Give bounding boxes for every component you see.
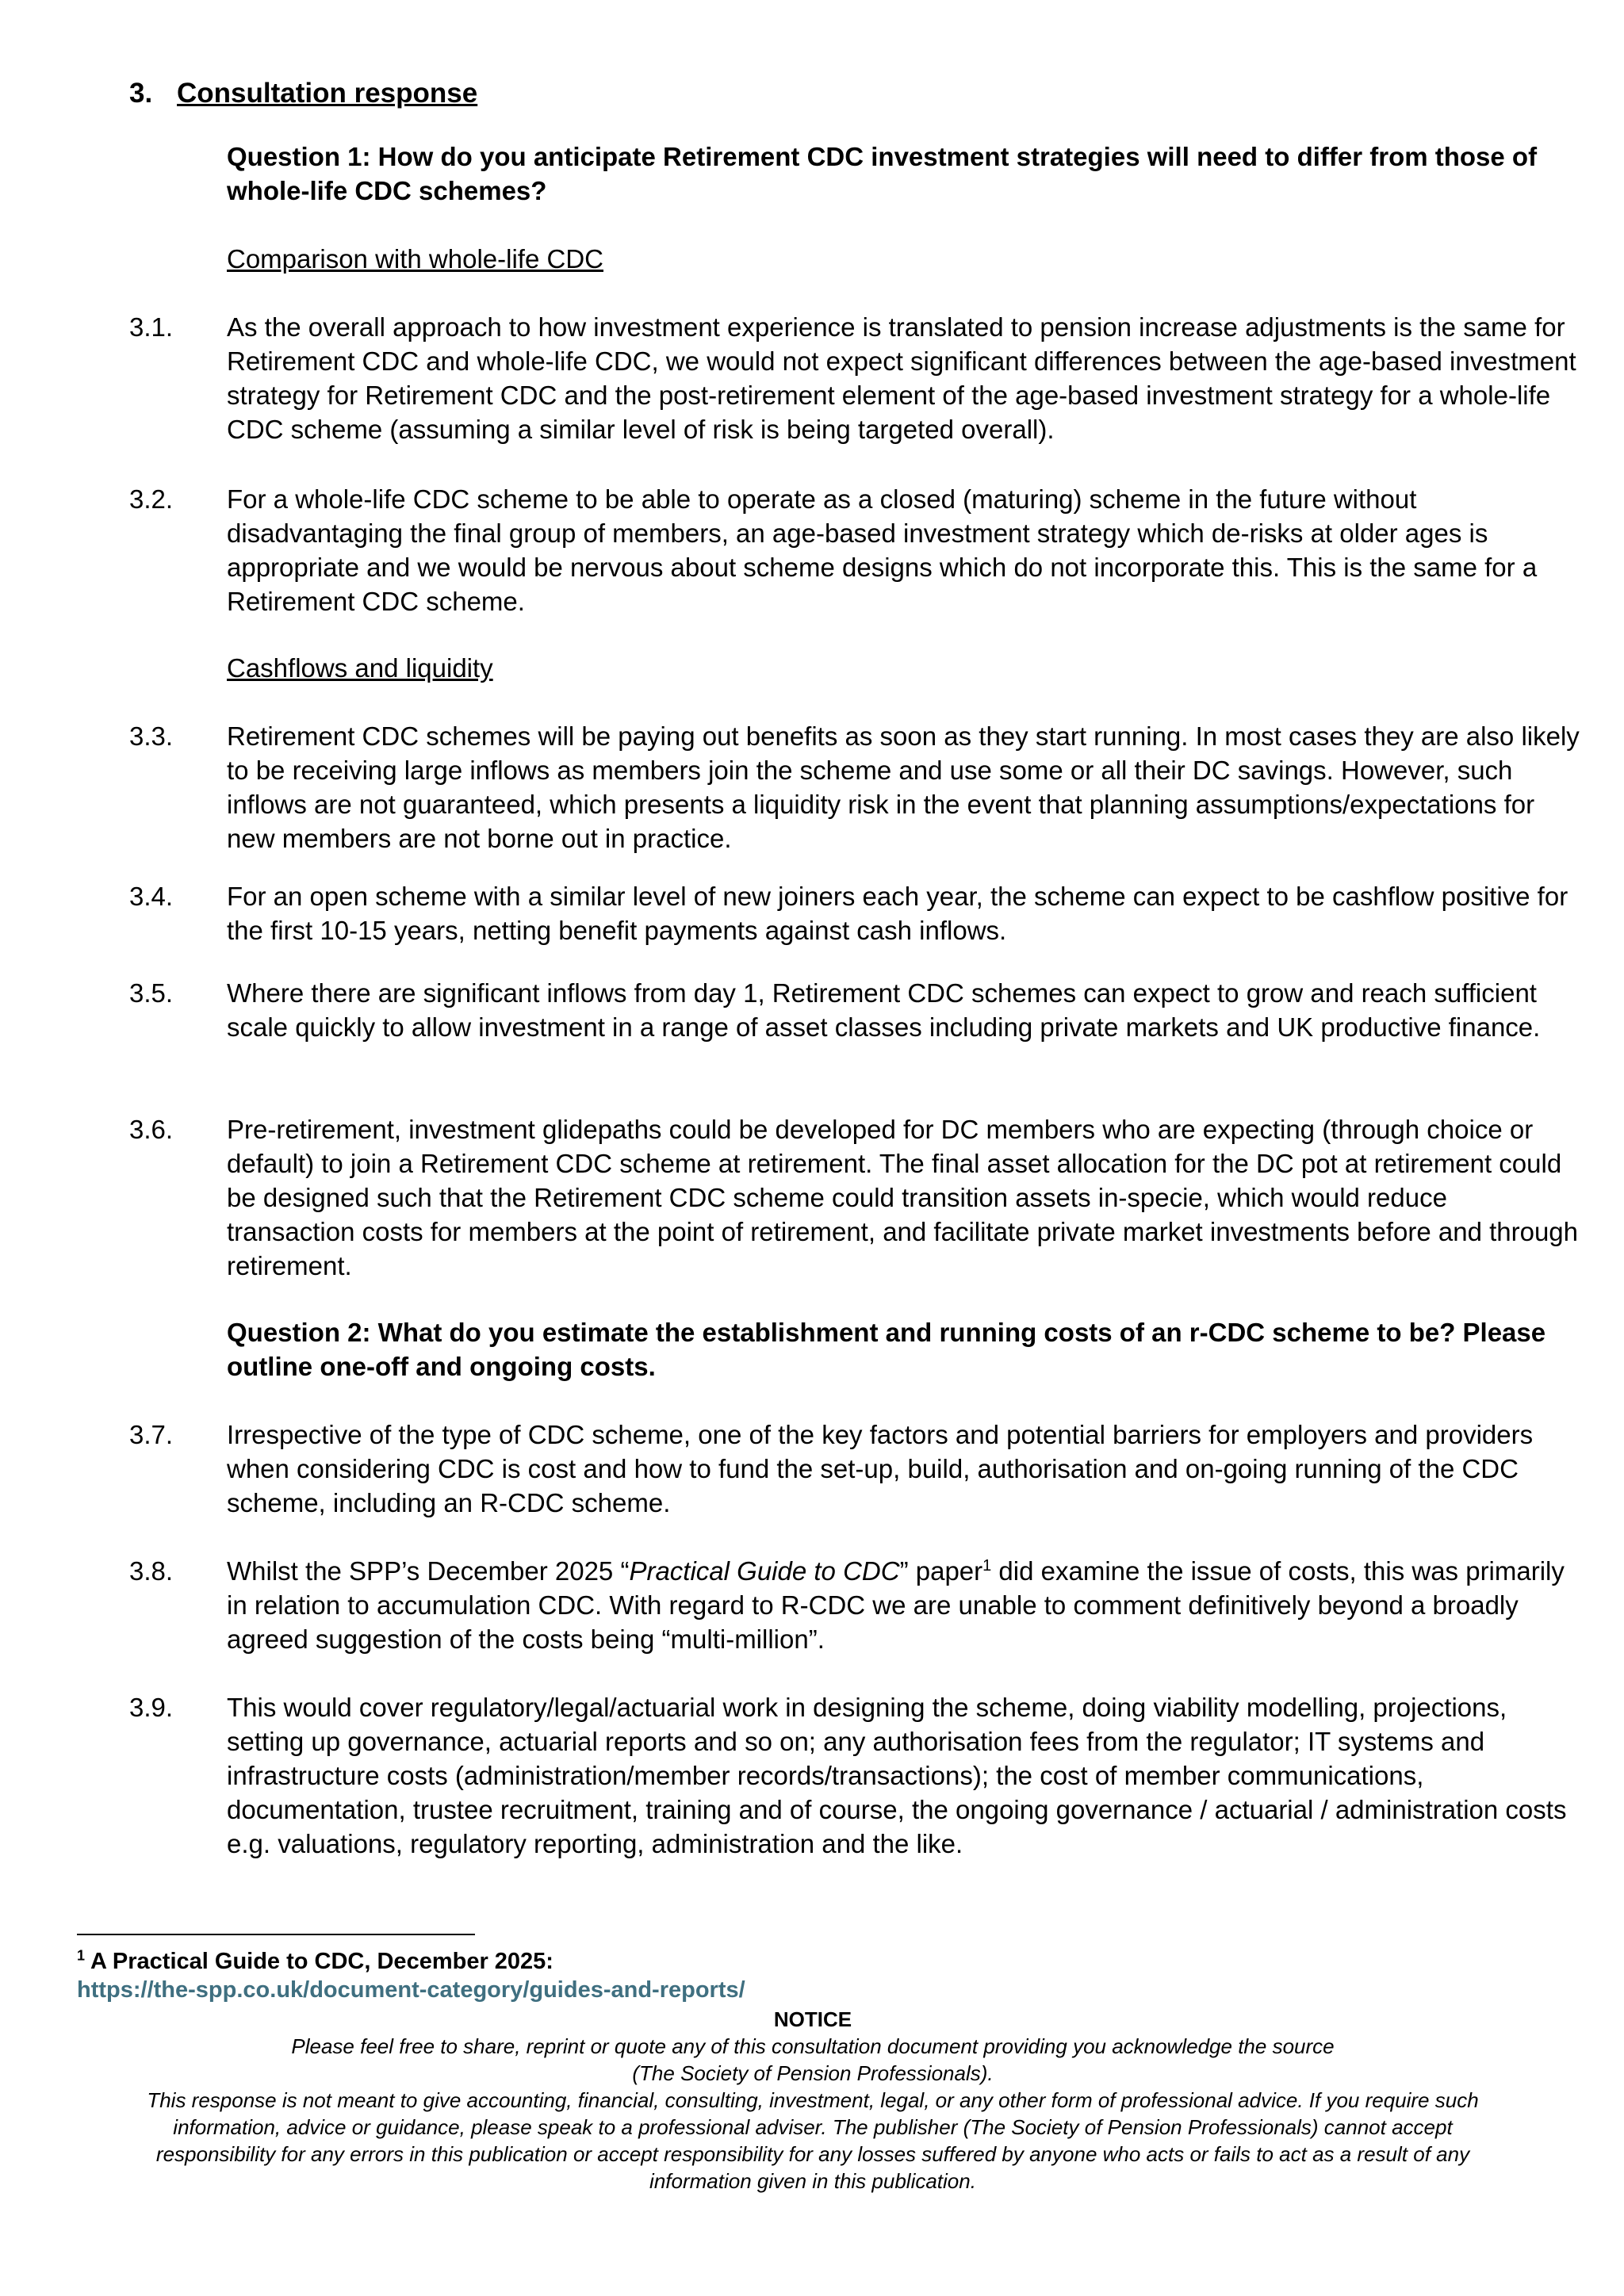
section-number: 3. bbox=[129, 78, 153, 109]
subhead-cashflows: Cashflows and liquidity bbox=[227, 653, 493, 683]
footnote bbox=[77, 1947, 553, 1976]
footnote-divider bbox=[77, 1934, 475, 1935]
paragraph-3-1 bbox=[129, 310, 1580, 446]
footnote-marker: 1 bbox=[77, 1947, 86, 1964]
paragraph-text: Irrespective of the type of CDC scheme, one of the key factors and potential barriers for employers and providers when considering CDC is cost and how to fund the set-up, build, authorisation and on-going running of the CDC scheme, including an R-CDC scheme. bbox=[227, 1420, 1534, 1517]
text-segment: ” paper bbox=[899, 1556, 983, 1586]
section-title: Consultation response bbox=[177, 78, 478, 109]
paragraph-text: For a whole-life CDC scheme to be able to operate as a closed (maturing) scheme in the future without disadvantaging the final group of members, an age-based investment strategy which de-risks at older ages is appropriate and we would be nervous about scheme designs which do not incorporate this. This is the same for a Retirement CDC scheme. bbox=[227, 484, 1538, 616]
notice-line: information given in this publication. bbox=[649, 2169, 976, 2193]
paragraph-number: 3.5. bbox=[129, 978, 174, 1008]
paragraph-number: 3.7. bbox=[129, 1420, 174, 1449]
paragraph-3-3 bbox=[129, 719, 1580, 855]
section-heading bbox=[129, 76, 477, 111]
footnote-text: A Practical Guide to CDC, December 2025: bbox=[85, 1949, 553, 1974]
paragraph-text: Where there are significant inflows from day 1, Retirement CDC schemes can expect to grow and reach sufficient scale quickly to allow investment in a range of asset classes including private markets and UK productive finance. bbox=[227, 978, 1541, 1042]
notice-line: This response is not meant to give accounting, financial, consulting, investment, legal, or any other form of professional advice. If you require such bbox=[147, 2088, 1479, 2112]
notice-line: responsibility for any errors in this publication or accept responsibility for any losses suffered by anyone who acts or fails to act as a result of any bbox=[155, 2142, 1470, 2166]
paragraph-3-4 bbox=[129, 879, 1580, 947]
text-segment: Whilst the SPP’s December 2025 “ bbox=[227, 1556, 630, 1586]
notice-line: information, advice or guidance, please speak to a professional adviser. The publisher (The Society of Pension Professionals) cannot accept bbox=[173, 2115, 1453, 2139]
question-2: Question 2: What do you estimate the establishment and running costs of an r-CDC scheme to be? Please outline one-off and ongoing costs. bbox=[227, 1318, 1546, 1381]
paragraph-text: This would cover regulatory/legal/actuarial work in designing the scheme, doing viability modelling, projections, setting up governance, actuarial reports and so on; any authorisation fees from the regulator; IT systems and infrastructure costs (administration/member records/transactions); the cost of member communications, documentation, trustee recruitment, training and of course, the ongoing governance / actuarial / administration costs e.g. valuations, regulatory reporting, administration and the like. bbox=[227, 1693, 1567, 1858]
paragraph-number: 3.6. bbox=[129, 1115, 174, 1144]
paragraph-3-7 bbox=[129, 1418, 1580, 1520]
notice bbox=[79, 2006, 1546, 2195]
notice-line: Please feel free to share, reprint or quote any of this consultation document providing you acknowledge the source bbox=[291, 2034, 1335, 2058]
paragraph-number: 3.4. bbox=[129, 882, 174, 911]
question-1: Question 1: How do you anticipate Retirement CDC investment strategies will need to differ from those of whole-life CDC schemes? bbox=[227, 142, 1538, 205]
footnote-link[interactable]: https://the-spp.co.uk/document-category/guides-and-reports/ bbox=[77, 1977, 745, 2003]
notice-line: (The Society of Pension Professionals). bbox=[632, 2061, 994, 2085]
paragraph-text: Retirement CDC schemes will be paying out benefits as soon as they start running. In most cases they are also likely to be receiving large inflows as members join the scheme and use some or all their DC savings. However, such inflows are not guaranteed, which presents a liquidity risk in the event that planning assumptions/expectations for new members are not borne out in practice. bbox=[227, 721, 1580, 853]
paragraph-number: 3.3. bbox=[129, 721, 174, 751]
paragraph-3-8 bbox=[129, 1554, 1580, 1656]
paragraph-text: For an open scheme with a similar level of new joiners each year, the scheme can expect to be cashflow positive for the first 10-15 years, netting benefit payments against cash inflows. bbox=[227, 882, 1568, 945]
paragraph-text bbox=[227, 1554, 1580, 1656]
paragraph-number: 3.8. bbox=[129, 1556, 174, 1586]
paragraph-3-5 bbox=[129, 976, 1580, 1044]
subhead-comparison: Comparison with whole-life CDC bbox=[227, 244, 603, 274]
paragraph-number: 3.2. bbox=[129, 484, 174, 514]
paragraph-3-6 bbox=[129, 1112, 1580, 1283]
paragraph-3-2 bbox=[129, 482, 1580, 618]
paragraph-text: As the overall approach to how investment experience is translated to pension increase adjustments is the same for Retirement CDC and whole-life CDC, we would not expect significant differences between the age-based investment strategy for Retirement CDC and the post-retirement element of the age-based investment strategy for a whole-life CDC scheme (assuming a similar level of risk is being targeted overall). bbox=[227, 312, 1576, 444]
notice-title: NOTICE bbox=[773, 2007, 852, 2031]
paragraph-text: Pre-retirement, investment glidepaths could be developed for DC members who are expecting (through choice or default) to join a Retirement CDC scheme at retirement. The final asset allocation for the DC pot at retirement could be designed such that the Retirement CDC scheme could transition assets in-specie, which would reduce transaction costs for members at the point of retirement, and facilitate private market investments before and through retirement. bbox=[227, 1115, 1579, 1280]
footnote-reference[interactable]: 1 bbox=[982, 1557, 992, 1575]
paragraph-number: 3.9. bbox=[129, 1693, 174, 1722]
paper-title: Practical Guide to CDC bbox=[629, 1556, 900, 1586]
paragraph-number: 3.1. bbox=[129, 312, 174, 342]
paragraph-3-9 bbox=[129, 1690, 1580, 1861]
text-segment: did examine the issue of costs, this was primarily in relation to accumulation CDC. With regard to R-CDC we are unable to comment definitively beyond a broadly agreed suggestion of the costs being “multi-million”. bbox=[227, 1556, 1565, 1654]
